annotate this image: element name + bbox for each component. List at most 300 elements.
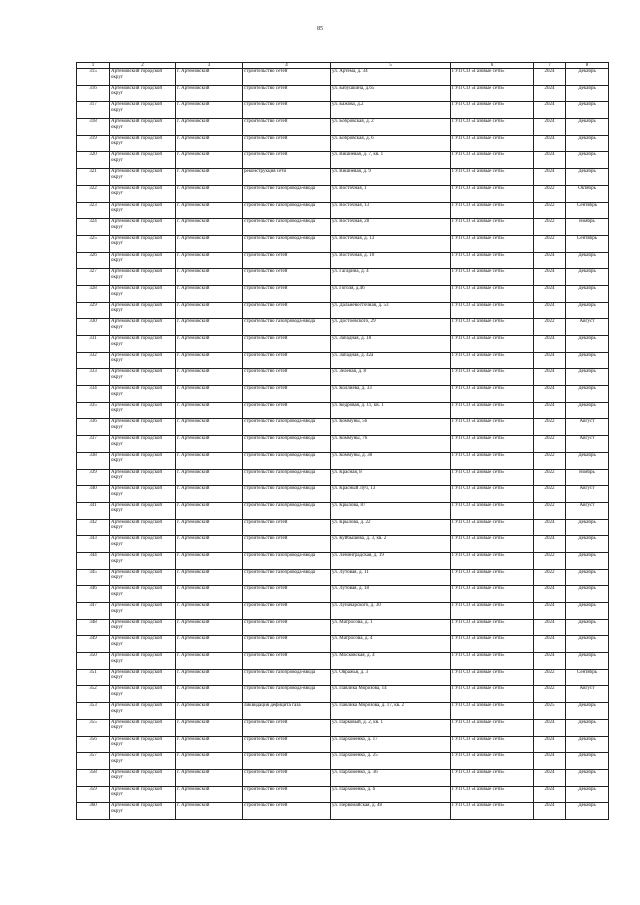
month-cell: Декабрь [566, 135, 609, 152]
settlement-cell: г. Артемовский [176, 69, 243, 86]
row-number-cell: 329 [77, 302, 110, 319]
work-type-cell: строительство газопровода-ввода [243, 219, 331, 236]
settlement-cell: г. Артемовский [176, 502, 243, 519]
address-cell: ул. Западная, д. 18 [331, 336, 451, 353]
executor-cell: ГУП СО «Газовые сети» [451, 252, 534, 269]
executor-cell: ГУП СО «Газовые сети» [451, 703, 534, 720]
address-cell: ул. Пархоменко, д. 36 [331, 769, 451, 786]
settlement-cell: г. Артемовский [176, 336, 243, 353]
year-cell: 2022 [534, 436, 566, 453]
executor-cell: ГУП СО «Газовые сети» [451, 519, 534, 536]
year-cell: 2024 [534, 736, 566, 753]
address-cell: ул. Восточная, д. 10 [331, 252, 451, 269]
municipality-cell: Артемовский городской округ [110, 719, 176, 736]
address-cell: ул. Куйбышева, д. 3, кв. 2 [331, 536, 451, 553]
year-cell: 2024 [534, 786, 566, 803]
month-cell: Декабрь [566, 803, 609, 820]
table-row [77, 202, 609, 219]
municipality-cell: Артемовский городской округ [110, 119, 176, 136]
work-type-cell: строительство газопровода-ввода [243, 235, 331, 252]
address-cell: ул. Первомайская, д. 48 [331, 803, 451, 820]
year-cell: 2022 [534, 552, 566, 569]
municipality-cell: Артемовский городской округ [110, 202, 176, 219]
month-cell: Декабрь [566, 285, 609, 302]
municipality-cell: Артемовский городской округ [110, 769, 176, 786]
settlement-cell: г. Артемовский [176, 786, 243, 803]
month-cell: Декабрь [566, 386, 609, 403]
executor-cell: ГУП СО «Газовые сети» [451, 719, 534, 736]
executor-cell: ГУП СО «Газовые сети» [451, 803, 534, 820]
executor-cell: ГУП СО «Газовые сети» [451, 603, 534, 620]
table-body [77, 69, 609, 820]
year-cell: 2022 [534, 486, 566, 503]
month-cell: Декабрь [566, 169, 609, 186]
table-row [77, 436, 609, 453]
settlement-cell: г. Артемовский [176, 85, 243, 102]
year-cell: 2022 [534, 569, 566, 586]
year-cell: 2024 [534, 102, 566, 119]
month-cell: Сентябрь [566, 202, 609, 219]
row-number-cell: 315 [77, 69, 110, 86]
year-cell: 2022 [534, 219, 566, 236]
table-row [77, 502, 609, 519]
table-row [77, 603, 609, 620]
executor-cell: ГУП СО «Газовые сети» [451, 419, 534, 436]
month-cell: Декабрь [566, 519, 609, 536]
month-cell: Ноябрь [566, 219, 609, 236]
municipality-cell: Артемовский городской округ [110, 686, 176, 703]
settlement-cell: г. Артемовский [176, 119, 243, 136]
work-type-cell: строительство газопровода-ввода [243, 552, 331, 569]
settlement-cell: г. Артемовский [176, 252, 243, 269]
month-cell: Декабрь [566, 753, 609, 770]
municipality-cell: Артемовский городской округ [110, 402, 176, 419]
row-number-cell: 334 [77, 386, 110, 403]
year-cell: 2022 [534, 319, 566, 336]
table-row [77, 469, 609, 486]
executor-cell: ГУП СО «Газовые сети» [451, 636, 534, 653]
address-cell: ул. Коммуны, 76 [331, 436, 451, 453]
settlement-cell: г. Артемовский [176, 669, 243, 686]
month-cell: Август [566, 486, 609, 503]
municipality-cell: Артемовский городской округ [110, 285, 176, 302]
municipality-cell: Артемовский городской округ [110, 169, 176, 186]
work-type-cell: строительство сетей [243, 85, 331, 102]
address-cell: ул. Достоевского, 29 [331, 319, 451, 336]
municipality-cell: Артемовский городской округ [110, 586, 176, 603]
settlement-cell: г. Артемовский [176, 185, 243, 202]
executor-cell: ГУП СО «Газовые сети» [451, 653, 534, 670]
address-cell: ул. Восточная, 28 [331, 219, 451, 236]
work-type-cell: строительство газопровода-ввода [243, 202, 331, 219]
executor-cell: ГУП СО «Газовые сети» [451, 786, 534, 803]
executor-cell: ГУП СО «Газовые сети» [451, 502, 534, 519]
table-row [77, 352, 609, 369]
year-cell: 2024 [534, 769, 566, 786]
table-row [77, 69, 609, 86]
municipality-cell: Артемовский городской округ [110, 219, 176, 236]
settlement-cell: г. Артемовский [176, 202, 243, 219]
settlement-cell: г. Артемовский [176, 302, 243, 319]
table-row [77, 569, 609, 586]
month-cell: Декабрь [566, 369, 609, 386]
address-cell: ул. Гоголя, д.46 [331, 285, 451, 302]
executor-cell: ГУП СО «Газовые сети» [451, 69, 534, 86]
executor-cell: ГУП СО «Газовые сети» [451, 319, 534, 336]
settlement-cell: г. Артемовский [176, 586, 243, 603]
row-number-cell: 349 [77, 636, 110, 653]
year-cell: 2024 [534, 369, 566, 386]
address-cell: ул. Бобровская, д. 2 [331, 119, 451, 136]
year-cell: 2024 [534, 603, 566, 620]
work-type-cell: строительство сетей [243, 719, 331, 736]
executor-cell: ГУП СО «Газовые сети» [451, 753, 534, 770]
table-row [77, 319, 609, 336]
settlement-cell: г. Артемовский [176, 469, 243, 486]
settlement-cell: г. Артемовский [176, 536, 243, 553]
address-cell: ул. Парковый, д. 2, кв. 1 [331, 719, 451, 736]
work-type-cell: строительство сетей [243, 152, 331, 169]
address-cell: ул. Бажова, д.2 [331, 102, 451, 119]
settlement-cell: г. Артемовский [176, 719, 243, 736]
column-header-4: 4 [243, 63, 331, 69]
municipality-cell: Артемовский городской округ [110, 369, 176, 386]
work-type-cell: строительство сетей [243, 736, 331, 753]
row-number-cell: 346 [77, 586, 110, 603]
municipality-cell: Артемовский городской округ [110, 452, 176, 469]
work-type-cell: строительство сетей [243, 135, 331, 152]
gas-network-table [76, 62, 609, 820]
row-number-cell: 317 [77, 102, 110, 119]
table-row [77, 402, 609, 419]
table-row [77, 219, 609, 236]
month-cell: Декабрь [566, 586, 609, 603]
row-number-cell: 324 [77, 219, 110, 236]
municipality-cell: Артемовский городской округ [110, 436, 176, 453]
row-number-cell: 340 [77, 486, 110, 503]
year-cell: 2025 [534, 703, 566, 720]
table-row [77, 753, 609, 770]
address-cell: ул. Коммуны, д. 38 [331, 452, 451, 469]
table-row [77, 586, 609, 603]
executor-cell: ГУП СО «Газовые сети» [451, 436, 534, 453]
month-cell: Ноябрь [566, 469, 609, 486]
municipality-cell: Артемовский городской округ [110, 419, 176, 436]
executor-cell: ГУП СО «Газовые сети» [451, 769, 534, 786]
row-number-cell: 348 [77, 619, 110, 636]
address-cell: ул. Лутовая, д. 11 [331, 569, 451, 586]
month-cell: Декабрь [566, 653, 609, 670]
address-cell: ул. Ленинградская, д. 19 [331, 552, 451, 569]
row-number-cell: 336 [77, 419, 110, 436]
year-cell: 2024 [534, 352, 566, 369]
month-cell: Декабрь [566, 636, 609, 653]
executor-cell: ГУП СО «Газовые сети» [451, 85, 534, 102]
table-row [77, 653, 609, 670]
work-type-cell: строительство газопровода-ввода [243, 686, 331, 703]
executor-cell: ГУП СО «Газовые сети» [451, 169, 534, 186]
month-cell: Декабрь [566, 402, 609, 419]
year-cell: 2024 [534, 269, 566, 286]
settlement-cell: г. Артемовский [176, 753, 243, 770]
settlement-cell: г. Артемовский [176, 603, 243, 620]
settlement-cell: г. Артемовский [176, 269, 243, 286]
month-cell: Декабрь [566, 252, 609, 269]
month-cell: Август [566, 419, 609, 436]
executor-cell: ГУП СО «Газовые сети» [451, 269, 534, 286]
work-type-cell: строительство сетей [243, 119, 331, 136]
row-number-cell: 351 [77, 669, 110, 686]
table-row [77, 252, 609, 269]
executor-cell: ГУП СО «Газовые сети» [451, 402, 534, 419]
row-number-cell: 347 [77, 603, 110, 620]
executor-cell: ГУП СО «Газовые сети» [451, 569, 534, 586]
executor-cell: ГУП СО «Газовые сети» [451, 152, 534, 169]
executor-cell: ГУП СО «Газовые сети» [451, 736, 534, 753]
municipality-cell: Артемовский городской округ [110, 486, 176, 503]
executor-cell: ГУП СО «Газовые сети» [451, 235, 534, 252]
year-cell: 2024 [534, 536, 566, 553]
year-cell: 2022 [534, 502, 566, 519]
executor-cell: ГУП СО «Газовые сети» [451, 185, 534, 202]
row-number-cell: 325 [77, 235, 110, 252]
address-cell: ул. Крылова, 87 [331, 502, 451, 519]
executor-cell: ГУП СО «Газовые сети» [451, 386, 534, 403]
month-cell: Декабрь [566, 269, 609, 286]
settlement-cell: г. Артемовский [176, 803, 243, 820]
work-type-cell: строительство газопровода-ввода [243, 452, 331, 469]
executor-cell: ГУП СО «Газовые сети» [451, 202, 534, 219]
row-number-cell: 332 [77, 352, 110, 369]
settlement-cell: г. Артемовский [176, 285, 243, 302]
address-cell: ул. Овражья, д. 3 [331, 669, 451, 686]
executor-cell: ГУП СО «Газовые сети» [451, 486, 534, 503]
work-type-cell: строительство сетей [243, 269, 331, 286]
row-number-cell: 321 [77, 169, 110, 186]
executor-cell: ГУП СО «Газовые сети» [451, 352, 534, 369]
address-cell: ул. Бабушкина, д.65 [331, 85, 451, 102]
row-number-cell: 328 [77, 285, 110, 302]
year-cell: 2024 [534, 285, 566, 302]
address-cell: ул. Восточная, 1 [331, 185, 451, 202]
settlement-cell: г. Артемовский [176, 235, 243, 252]
work-type-cell: строительство сетей [243, 302, 331, 319]
address-cell: ул. Павлика Морозова, д. 17, кв. 2 [331, 703, 451, 720]
settlement-cell: г. Артемовский [176, 369, 243, 386]
settlement-cell: г. Артемовский [176, 486, 243, 503]
address-cell: ул. Гагарина, д. 4 [331, 269, 451, 286]
year-cell: 2024 [534, 653, 566, 670]
table-row [77, 703, 609, 720]
row-number-cell: 345 [77, 569, 110, 586]
year-cell: 2024 [534, 169, 566, 186]
table-row [77, 169, 609, 186]
year-cell: 2024 [534, 252, 566, 269]
month-cell: Сентябрь [566, 235, 609, 252]
work-type-cell: строительство газопровода-ввода [243, 419, 331, 436]
executor-cell: ГУП СО «Газовые сети» [451, 302, 534, 319]
table-row [77, 102, 609, 119]
row-number-cell: 316 [77, 85, 110, 102]
year-cell: 2022 [534, 185, 566, 202]
row-number-cell: 337 [77, 436, 110, 453]
settlement-cell: г. Артемовский [176, 352, 243, 369]
executor-cell: ГУП СО «Газовые сети» [451, 135, 534, 152]
month-cell: Декабрь [566, 85, 609, 102]
work-type-cell: строительство газопровода-ввода [243, 185, 331, 202]
month-cell: Декабрь [566, 769, 609, 786]
address-cell: ул. Восточная, д. 13 [331, 235, 451, 252]
address-cell: ул. Матросова, д. 4 [331, 636, 451, 653]
year-cell: 2024 [534, 152, 566, 169]
address-cell: ул. Павлика Морозова, 14 [331, 686, 451, 703]
executor-cell: ГУП СО «Газовые сети» [451, 369, 534, 386]
row-number-cell: 344 [77, 552, 110, 569]
settlement-cell: г. Артемовский [176, 653, 243, 670]
table-row [77, 719, 609, 736]
municipality-cell: Артемовский городской округ [110, 85, 176, 102]
row-number-cell: 357 [77, 753, 110, 770]
table-row [77, 369, 609, 386]
table-row [77, 486, 609, 503]
month-cell: Декабрь [566, 452, 609, 469]
executor-cell: ГУП СО «Газовые сети» [451, 619, 534, 636]
row-number-cell: 342 [77, 519, 110, 536]
executor-cell: ГУП СО «Газовые сети» [451, 669, 534, 686]
work-type-cell: строительство сетей [243, 536, 331, 553]
settlement-cell: г. Артемовский [176, 436, 243, 453]
row-number-cell: 327 [77, 269, 110, 286]
executor-cell: ГУП СО «Газовые сети» [451, 536, 534, 553]
table-row [77, 736, 609, 753]
address-cell: ул. Пархоменко, д. 17 [331, 736, 451, 753]
row-number-cell: 318 [77, 119, 110, 136]
work-type-cell: реконструкция сети [243, 169, 331, 186]
work-type-cell: строительство сетей [243, 336, 331, 353]
month-cell: Август [566, 686, 609, 703]
month-cell: Август [566, 502, 609, 519]
municipality-cell: Артемовский городской округ [110, 502, 176, 519]
municipality-cell: Артемовский городской округ [110, 569, 176, 586]
page-number: 85 [317, 26, 323, 32]
row-number-cell: 341 [77, 502, 110, 519]
municipality-cell: Артемовский городской округ [110, 753, 176, 770]
work-type-cell: строительство сетей [243, 603, 331, 620]
work-type-cell: строительство сетей [243, 285, 331, 302]
settlement-cell: г. Артемовский [176, 219, 243, 236]
row-number-cell: 343 [77, 536, 110, 553]
column-header-5: 5 [331, 63, 451, 69]
work-type-cell: строительство сетей [243, 102, 331, 119]
settlement-cell: г. Артемовский [176, 736, 243, 753]
month-cell: Декабрь [566, 69, 609, 86]
work-type-cell: строительство сетей [243, 636, 331, 653]
column-header-3: 3 [176, 63, 243, 69]
address-cell: ул. Коллиева, д. 33 [331, 386, 451, 403]
municipality-cell: Артемовский городской округ [110, 536, 176, 553]
address-cell: ул. Красный Луч, 13 [331, 486, 451, 503]
work-type-cell: строительство сетей [243, 653, 331, 670]
work-type-cell: строительство сетей [243, 369, 331, 386]
table-row [77, 336, 609, 353]
work-type-cell: строительство сетей [243, 69, 331, 86]
settlement-cell: г. Артемовский [176, 152, 243, 169]
address-cell: ул. Вишневая, д. 7, кв. 1 [331, 152, 451, 169]
row-number-cell: 339 [77, 469, 110, 486]
address-cell: ул. Пархоменко, д. 6 [331, 786, 451, 803]
year-cell: 2024 [534, 586, 566, 603]
year-cell: 2022 [534, 469, 566, 486]
address-cell: ул. Крылова, д. 22 [331, 519, 451, 536]
year-cell: 2024 [534, 753, 566, 770]
municipality-cell: Артемовский городской округ [110, 703, 176, 720]
address-cell: ул. Матросова, д. 1 [331, 619, 451, 636]
settlement-cell: г. Артемовский [176, 552, 243, 569]
work-type-cell: строительство сетей [243, 803, 331, 820]
month-cell: Декабрь [566, 336, 609, 353]
settlement-cell: г. Артемовский [176, 452, 243, 469]
work-type-cell: строительство сетей [243, 352, 331, 369]
table-row [77, 285, 609, 302]
month-cell: Декабрь [566, 603, 609, 620]
month-cell: Декабрь [566, 119, 609, 136]
settlement-cell: г. Артемовский [176, 386, 243, 403]
executor-cell: ГУП СО «Газовые сети» [451, 469, 534, 486]
work-type-cell: строительство газопровода-ввода [243, 436, 331, 453]
executor-cell: ГУП СО «Газовые сети» [451, 586, 534, 603]
work-type-cell: строительство сетей [243, 519, 331, 536]
work-type-cell: строительство газопровода-ввода [243, 569, 331, 586]
year-cell: 2024 [534, 386, 566, 403]
municipality-cell: Артемовский городской округ [110, 69, 176, 86]
work-type-cell: строительство сетей [243, 753, 331, 770]
settlement-cell: г. Артемовский [176, 636, 243, 653]
executor-cell: ГУП СО «Газовые сети» [451, 219, 534, 236]
year-cell: 2022 [534, 669, 566, 686]
row-number-cell: 331 [77, 336, 110, 353]
settlement-cell: г. Артемовский [176, 769, 243, 786]
table-row [77, 619, 609, 636]
settlement-cell: г. Артемовский [176, 519, 243, 536]
row-number-cell: 353 [77, 703, 110, 720]
table-row [77, 119, 609, 136]
municipality-cell: Артемовский городской округ [110, 386, 176, 403]
row-number-cell: 338 [77, 452, 110, 469]
work-type-cell: строительство газопровода-ввода [243, 319, 331, 336]
municipality-cell: Артемовский городской округ [110, 352, 176, 369]
municipality-cell: Артемовский городской округ [110, 135, 176, 152]
year-cell: 2022 [534, 235, 566, 252]
row-number-cell: 323 [77, 202, 110, 219]
row-number-cell: 333 [77, 369, 110, 386]
municipality-cell: Артемовский городской округ [110, 669, 176, 686]
month-cell: Август [566, 436, 609, 453]
municipality-cell: Артемовский городской округ [110, 603, 176, 620]
municipality-cell: Артемовский городской округ [110, 302, 176, 319]
table-row [77, 519, 609, 536]
month-cell: Декабрь [566, 102, 609, 119]
year-cell: 2024 [534, 119, 566, 136]
address-cell: ул. Кедровая, д. 11, кв. 1 [331, 402, 451, 419]
year-cell: 2024 [534, 69, 566, 86]
month-cell: Август [566, 319, 609, 336]
address-cell: ул. Восточная, 13 [331, 202, 451, 219]
year-cell: 2022 [534, 202, 566, 219]
row-number-cell: 356 [77, 736, 110, 753]
work-type-cell: ликвидация дефицита газа [243, 703, 331, 720]
municipality-cell: Артемовский городской округ [110, 336, 176, 353]
table-row [77, 686, 609, 703]
